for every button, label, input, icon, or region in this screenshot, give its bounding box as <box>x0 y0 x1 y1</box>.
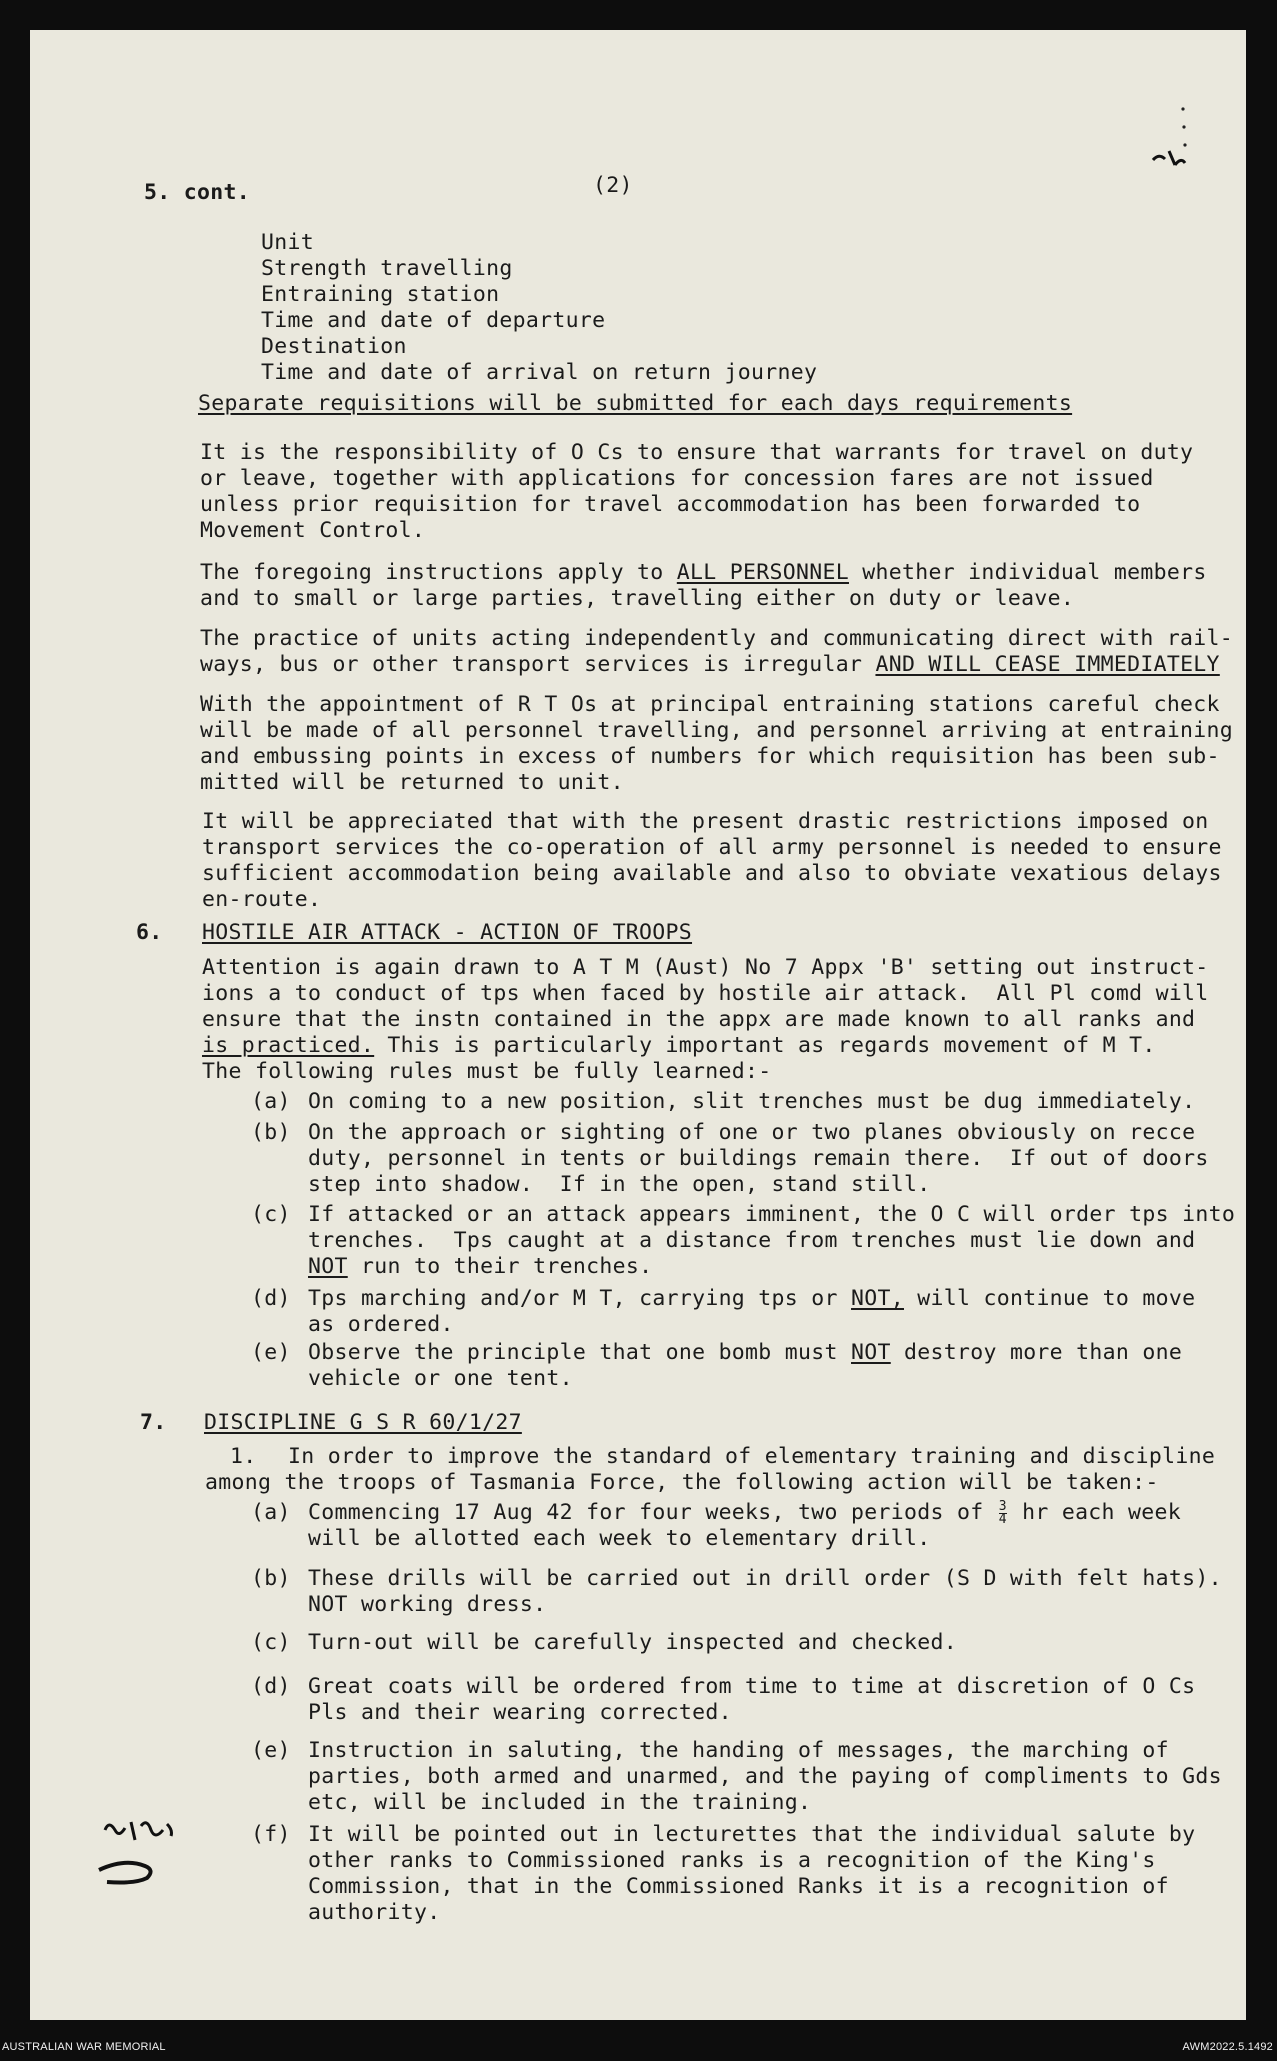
section-7-heading: DISCIPLINE G S R 60/1/27 <box>204 1410 522 1435</box>
text-line: It is the responsibility of O Cs to ensure that warrants for travel on duty <box>200 440 1194 465</box>
footer-left: AUSTRALIAN WAR MEMORIAL <box>2 2041 166 2053</box>
text-line: The foregoing instructions apply to ALL PERSONNEL whether individual members <box>200 560 1207 585</box>
list-item <box>308 1822 1195 1926</box>
text-line: en-route. <box>202 887 322 912</box>
paragraph-practice-of-units <box>200 626 1233 678</box>
field-line: Destination <box>261 334 407 359</box>
text-line: Pls and their wearing corrected. <box>308 1700 732 1725</box>
list-item-label: (e) <box>251 1340 291 1365</box>
handwritten-initials-mark <box>85 1800 215 1910</box>
text-line: ways, bus or other transport services is irregular AND WILL CEASE IMMEDIATELY <box>200 652 1220 677</box>
text-line: In order to improve the standard of elementary training and discipline <box>288 1444 1216 1469</box>
text-line: authority. <box>308 1900 441 1925</box>
list-item-label: (c) <box>251 1630 291 1655</box>
separate-requisitions-note <box>198 391 1072 417</box>
text-line: Instruction in saluting, the handing of messages, the marching of <box>308 1738 1169 1763</box>
text-line: Great coats will be ordered from time to time at discretion of O Cs <box>308 1674 1196 1699</box>
list-item-label: (f) <box>251 1822 291 1847</box>
text-line: is practiced. This is particularly important as regards movement of M T. <box>202 1033 1156 1058</box>
text-line: unless prior requisition for travel accommodation has been forwarded to <box>200 492 1141 517</box>
list-item <box>308 1286 1195 1338</box>
list-item-label: (d) <box>251 1674 291 1699</box>
text-line: Commission, that in the Commissioned Ranks it is a recognition of <box>308 1874 1169 1899</box>
footer-right: AWM2022.5.1492 <box>1182 2041 1273 2053</box>
section-6-heading: HOSTILE AIR ATTACK - ACTION OF TROOPS <box>202 920 693 945</box>
text-line: Commencing 17 Aug 42 for four weeks, two periods of $\frac{3}{4}$ hr each week <box>308 1498 1182 1527</box>
list-item <box>308 1674 1195 1726</box>
text-line: transport services the co-operation of all army personnel is needed to ensure <box>202 835 1222 860</box>
section-7-intro <box>205 1444 1215 1496</box>
text-line: If attacked or an attack appears imminent, the O C will order tps into <box>308 1202 1236 1227</box>
text-line: Tps marching and/or M T, carrying tps or NOT, will continue to move <box>308 1286 1196 1311</box>
list-item <box>308 1630 957 1656</box>
text-line: ensure that the instn contained in the appx are made known to all ranks and <box>202 1007 1196 1032</box>
paragraph-restrictions <box>202 809 1222 913</box>
text-line: among the troops of Tasmania Force, the following action will be taken:- <box>205 1470 1159 1495</box>
text-line: other ranks to Commissioned ranks is a recognition of the King's <box>308 1848 1156 1873</box>
requisition-fields <box>261 230 817 386</box>
text-line: and to small or large parties, travelling either on duty or leave. <box>200 586 1075 611</box>
list-item-label: (e) <box>251 1738 291 1763</box>
list-item <box>308 1202 1235 1280</box>
list-item-label: (b) <box>251 1566 291 1591</box>
paragraph-responsibility <box>200 440 1193 544</box>
para-number: 1. <box>230 1444 257 1469</box>
text-line: will be made of all personnel travelling, and personnel arriving at entraining <box>200 718 1234 743</box>
text-line: step into shadow. If in the open, stand still. <box>308 1172 931 1197</box>
text-line: NOT run to their trenches. <box>308 1254 653 1279</box>
list-item-label: (d) <box>251 1286 291 1311</box>
text-line: The practice of units acting independently and communicating direct with rail- <box>200 626 1234 651</box>
section-6-number: 6. <box>136 920 163 945</box>
text-line: Attention is again drawn to A T M (Aust) No 7 Appx 'B' setting out instruct- <box>202 955 1209 980</box>
field-line: Unit <box>261 230 314 255</box>
list-item <box>308 1738 1222 1816</box>
section-ref: 5. cont. <box>144 180 250 205</box>
list-item <box>308 1340 1182 1392</box>
paragraph-rto-check <box>200 692 1233 796</box>
list-item <box>308 1089 1195 1115</box>
ink-scribble-mark <box>1135 105 1205 175</box>
section-6-intro <box>202 955 1209 1085</box>
field-line: Entraining station <box>261 282 500 307</box>
text-line: and embussing points in excess of numbers for which requisition has been sub- <box>200 744 1220 769</box>
text-line: ions a to conduct of tps when faced by hostile air attack. All Pl comd will <box>202 981 1209 1006</box>
text-line: duty, personnel in tents or buildings remain there. If out of doors <box>308 1146 1209 1171</box>
list-item <box>308 1566 1222 1618</box>
text-line: mitted will be returned to unit. <box>200 770 624 795</box>
text-line: etc, will be included in the training. <box>308 1790 812 1815</box>
text-line: Turn-out will be carefully inspected and checked. <box>308 1630 957 1655</box>
text-line: parties, both armed and unarmed, and the paying of compliments to Gds <box>308 1764 1222 1789</box>
section-7-number: 7. <box>140 1410 167 1435</box>
list-item-label: (a) <box>251 1089 291 1114</box>
text-line: or leave, together with applications for concession fares are not issued <box>200 466 1154 491</box>
text-line: vehicle or one tent. <box>308 1366 573 1391</box>
list-item <box>308 1500 1181 1552</box>
list-item-label: (a) <box>251 1500 291 1525</box>
page-number: (2) <box>593 173 633 198</box>
text-line: These drills will be carried out in drill order (S D with felt hats). <box>308 1566 1222 1591</box>
text-line: On coming to a new position, slit trenches must be dug immediately. <box>308 1089 1196 1114</box>
paragraph-all-personnel <box>200 560 1207 612</box>
text-line: sufficient accommodation being available and also to obviate vexatious delays <box>202 861 1222 886</box>
text-line: Movement Control. <box>200 518 426 543</box>
document-page <box>30 30 1246 2020</box>
text-line: The following rules must be fully learned:- <box>202 1059 772 1084</box>
text-line: NOT working dress. <box>308 1592 547 1617</box>
text-line: will be allotted each week to elementary drill. <box>308 1526 931 1551</box>
list-item-label: (b) <box>251 1120 291 1145</box>
field-line: Strength travelling <box>261 256 513 281</box>
list-item-label: (c) <box>251 1202 291 1227</box>
text-line: Observe the principle that one bomb must NOT destroy more than one <box>308 1340 1183 1365</box>
field-line: Time and date of arrival on return journey <box>261 360 818 385</box>
text-line: as ordered. <box>308 1312 454 1337</box>
list-item <box>308 1120 1209 1198</box>
fraction: $\frac{3}{4}$ <box>998 1498 1007 1527</box>
text-line: trenches. Tps caught at a distance from trenches must lie down and <box>308 1228 1196 1253</box>
underlined-text: Separate requisitions will be submitted for each days requirements <box>198 391 1073 416</box>
text-line: It will be pointed out in lecturettes that the individual salute by <box>308 1822 1196 1847</box>
field-line: Time and date of departure <box>261 308 606 333</box>
text-line: With the appointment of R T Os at principal entraining stations careful check <box>200 692 1220 717</box>
text-line: On the approach or sighting of one or two planes obviously on recce <box>308 1120 1196 1145</box>
text-line: It will be appreciated that with the present drastic restrictions imposed on <box>202 809 1209 834</box>
